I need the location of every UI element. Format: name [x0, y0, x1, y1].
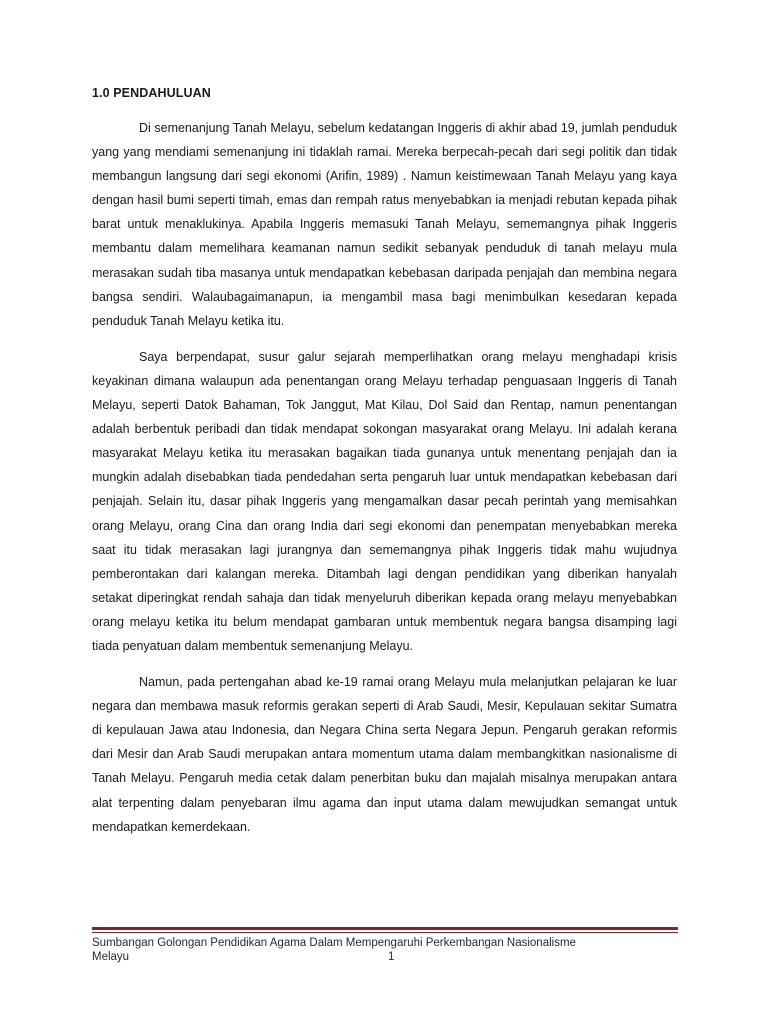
section-heading: 1.0 PENDAHULUAN — [92, 86, 211, 100]
page-footer — [92, 936, 678, 964]
footer-title-line1: Sumbangan Golongan Pendidikan Agama Dalam Mempengaruhi Perkembangan Nasionalisme — [92, 937, 576, 949]
paragraph-2: Saya berpendapat, susur galur sejarah memperlihatkan orang melayu menghadapi krisis keyakinan dimana walaupun ada penentangan orang Melayu terhadap penguasaan Inggeris di Tanah Melayu, seperti Datok Bahaman, Tok Janggut, Mat Kilau, Dol Said dan Rentap, namun penentangan adalah berbentuk peribadi dan tidak mendapat sokongan masyarakat orang Melayu. Ini adalah kerana masyarakat Melayu ketika itu merasakan bagaikan tiada gunanya untuk menentang penjajah dan ia mungkin adalah disebabkan tiada pendedahan serta pengaruh luar untuk mendapatkan kebebasan dari penjajah. Selain itu, dasar pihak Inggeris yang mengamalkan dasar pecah perintah yang memisahkan orang Melayu, orang Cina dan orang India dari segi ekonomi dan penempatan menyebabkan mereka saat itu tidak merasakan lagi jurangnya dan sememangnya pihak Inggeris tidak mahu wujudnya pemberontakan dari kalangan mereka. Ditambah lagi dengan pendidikan yang diberikan hanyalah setakat diperingkat rendah sahaja dan tidak menyeluruh diberikan kepada orang melayu menyebabkan orang melayu ketika itu belum mendapat gambaran untuk membentuk negara bangsa disamping lagi tiada penyatuan dalam membentuk semenanjung Melayu. — [92, 349, 677, 653]
page-number: 1 — [388, 951, 395, 963]
footer-rule-thick — [92, 927, 678, 930]
footer-rule-thin — [92, 932, 678, 933]
footer-title-line2-row — [92, 950, 678, 964]
footer-title-line2: Melayu — [92, 951, 130, 963]
body-text — [92, 116, 677, 851]
paragraph-1: Di semenanjung Tanah Melayu, sebelum kedatangan Inggeris di akhir abad 19, jumlah penduduk yang yang mendiami semenanjung ini tidaklah ramai. Mereka berpecah-pecah dari segi politik dan tidak membangun langsung dari segi ekonomi (Arifin, 1989) . Namun keistimewaan Tanah Melayu yang kaya dengan hasil bumi seperti timah, emas dan rempah ratus menyebabkan ia menjadi rebutan kepada pihak barat untuk menaklukinya. Apabila Inggeris memasuki Tanah Melayu, sememangnya pihak Inggeris membantu dalam memelihara keamanan namun sedikit sebanyak penduduk di tanah melayu mula merasakan sudah tiba masanya untuk mendapatkan kebebasan daripada penjajah dan membina negara bangsa sendiri. Walaubagaimanapun, ia mengambil masa bagi menimbulkan kesedaran kepada penduduk Tanah Melayu ketika itu. — [92, 121, 677, 328]
paragraph-3: Namun, pada pertengahan abad ke-19 ramai orang Melayu mula melanjutkan pelajaran ke luar negara dan membawa masuk reformis gerakan seperti di Arab Saudi, Mesir, Kepulauan sekitar Sumatra di kepulauan Jawa atau Indonesia, dan Negara China serta Negara Jepun. Pengaruh gerakan reformis dari Mesir dan Arab Saudi merupakan antara momentum utama dalam membangkitkan nasionalisme di Tanah Melayu. Pengaruh media cetak dalam penerbitan buku dan majalah misalnya merupakan antara alat terpenting dalam penyebaran ilmu agama dan input utama dalam mewujudkan semangat untuk mendapatkan kemerdekaan. — [92, 675, 677, 834]
